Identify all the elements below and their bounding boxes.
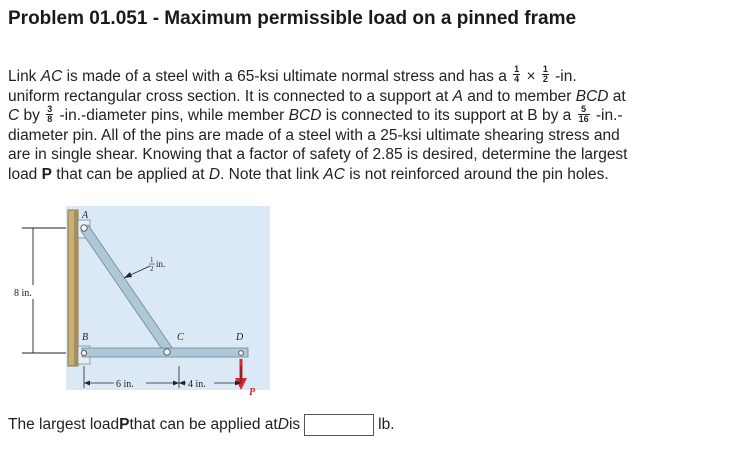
statement-line-3: C by $\frac{3}{8}$ -in.-diameter pins, while member BCD is connected to its support at B by a $\frac{5}{16}$ -in.-: [8, 103, 623, 125]
dim-thickness-den: 2: [150, 265, 154, 273]
label-d: D: [236, 332, 244, 343]
dim-bc-label: 6 in.: [116, 379, 134, 390]
dim-height-label: 8 in.: [14, 288, 32, 299]
label-p: P: [249, 387, 256, 398]
wall-support-shade: [74, 210, 78, 366]
fraction-one-half: $\frac{1}{2}$: [542, 64, 548, 85]
label-c: C: [177, 332, 184, 343]
fraction-one-quarter: $\frac{1}{4}$: [514, 64, 520, 85]
problem-statement: [8, 64, 732, 185]
statement-line-4: diameter pin. All of the pins are made of a steel with a 25-ksi ultimate shearing stress and: [8, 126, 620, 144]
dim-cd-label: 4 in.: [188, 379, 206, 390]
problem-title: Problem 01.051 - Maximum permissible load on a pinned frame: [8, 8, 577, 29]
figure-panel: [66, 206, 270, 390]
dim-thickness-num: 1: [150, 256, 154, 264]
answer-unit: lb.: [378, 416, 395, 433]
fraction-five-sixteenths: $\frac{5}{16}$: [578, 103, 589, 124]
answer-input[interactable]: [304, 414, 374, 436]
statement-line-1: Link AC is made of a steel with a 65-ksi ultimate normal stress and has a $\frac{1}{4}$ × $\frac{1}{2}$ -in.: [8, 64, 577, 85]
pin-a: [81, 225, 87, 231]
label-a: A: [82, 210, 89, 221]
dim-thickness-unit: in.: [156, 259, 166, 269]
fraction-three-eighths: $\frac{3}{8}$: [47, 103, 53, 124]
answer-row: The largest load P that can be applied at D is lb.: [8, 412, 395, 438]
frame-diagram: [8, 206, 270, 408]
pin-b: [81, 350, 86, 355]
pin-d: [239, 351, 244, 356]
statement-line-2: uniform rectangular cross section. It is connected to a support at A and to member BCD at: [8, 87, 626, 105]
pin-c: [164, 349, 170, 355]
label-b: B: [82, 332, 89, 343]
statement-line-5: are in single shear. Knowing that a factor of safety of 2.85 is desired, determine the largest: [8, 146, 628, 164]
statement-line-6: load P that can be applied at D. Note that link AC is not reinforced around the pin holes.: [8, 165, 609, 183]
